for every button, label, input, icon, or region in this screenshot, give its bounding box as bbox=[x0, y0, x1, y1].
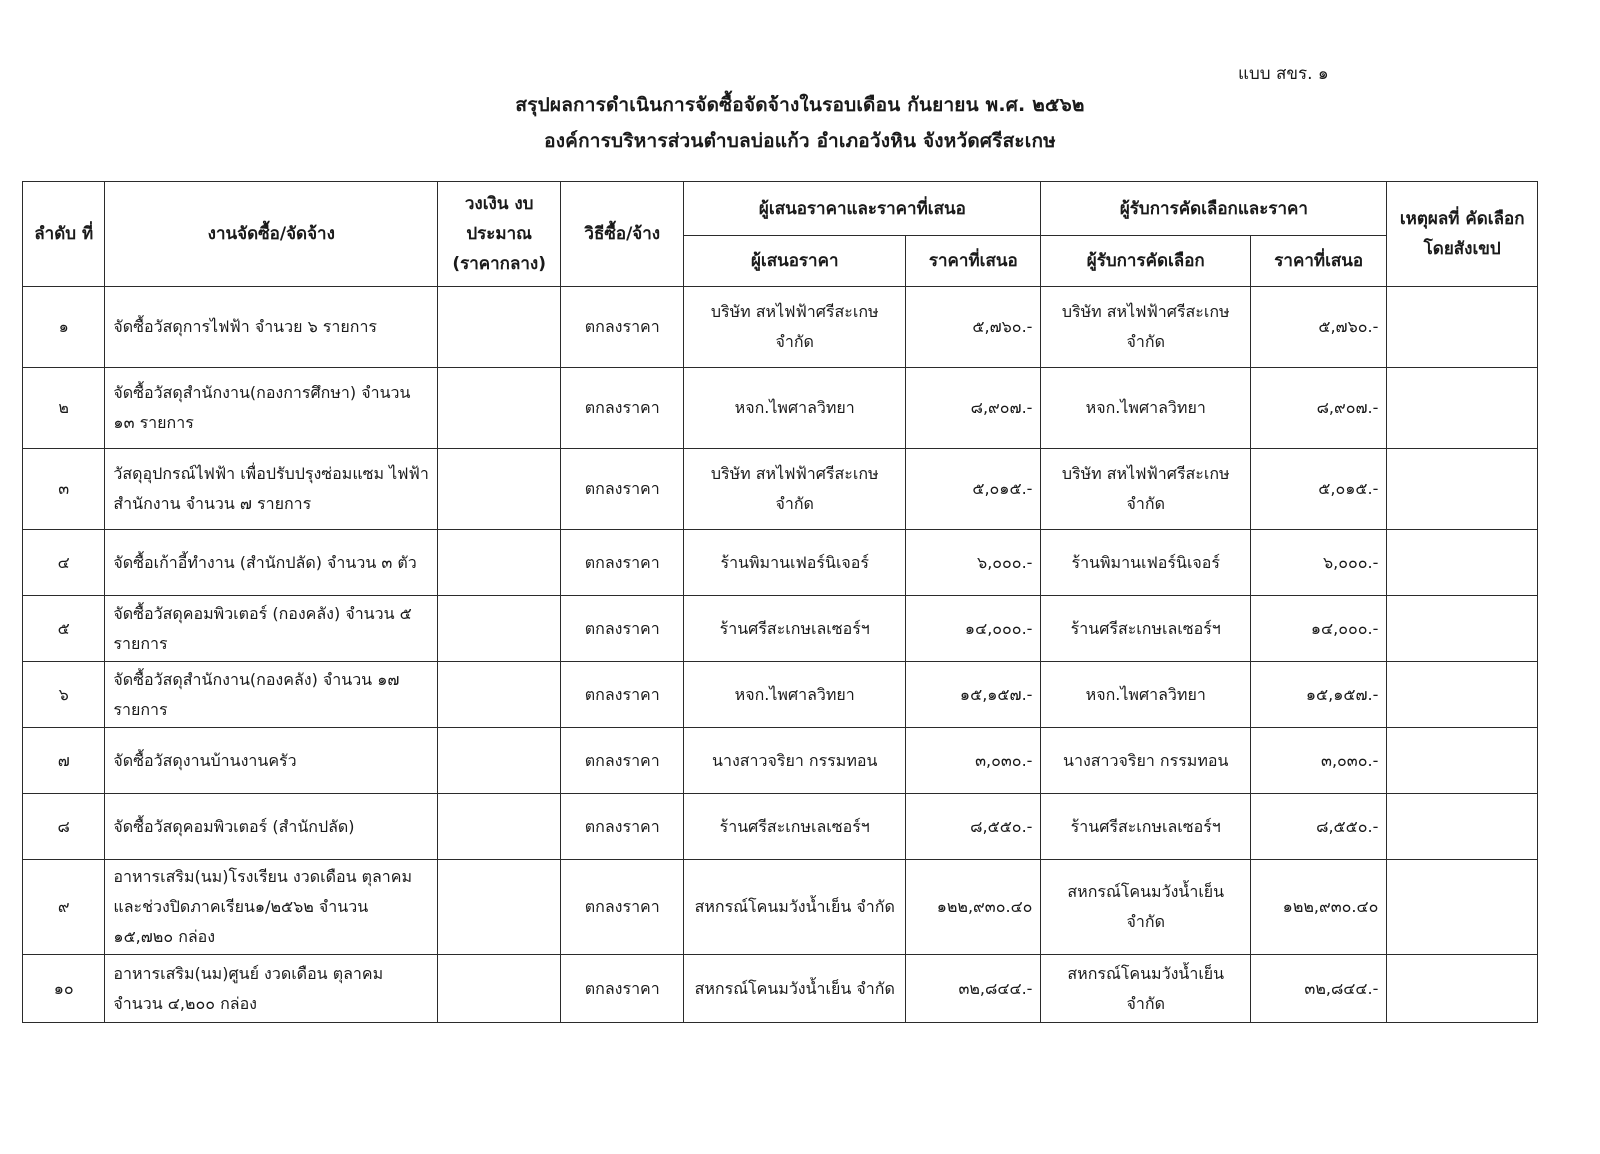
table-row bbox=[23, 860, 1538, 955]
row-budget bbox=[438, 530, 561, 596]
row-no: ๙ bbox=[23, 860, 105, 955]
row-budget bbox=[438, 860, 561, 955]
row-bid-price: ๖,๐๐๐.- bbox=[906, 530, 1041, 596]
row-bidder: หจก.ไพศาลวิทยา bbox=[684, 368, 906, 449]
row-method: ตกลงราคา bbox=[561, 728, 684, 794]
row-no: ๔ bbox=[23, 530, 105, 596]
organization-subtitle: องค์การบริหารส่วนตำบลบ่อแก้ว อำเภอวังหิน จังหวัดศรีสะเกษ bbox=[544, 130, 1056, 152]
row-budget bbox=[438, 794, 561, 860]
row-selected-price: ๕,๐๑๕.- bbox=[1251, 449, 1387, 530]
row-bidder: ร้านพิมานเฟอร์นิเจอร์ bbox=[684, 530, 906, 596]
form-code: แบบ สขร. ๑ bbox=[1238, 64, 1329, 84]
row-bidder: หจก.ไพศาลวิทยา bbox=[684, 662, 906, 728]
row-reason bbox=[1387, 530, 1538, 596]
row-reason bbox=[1387, 287, 1538, 368]
row-no: ๗ bbox=[23, 728, 105, 794]
row-task: จัดซื้อวัสดุคอมพิวเตอร์ (กองคลัง) จำนวน ๕ รายการ bbox=[105, 596, 438, 662]
row-bid-price: ๕,๐๑๕.- bbox=[906, 449, 1041, 530]
row-no: ๕ bbox=[23, 596, 105, 662]
row-method: ตกลงราคา bbox=[561, 955, 684, 1023]
row-selected-price: ๑๕,๑๕๗.- bbox=[1251, 662, 1387, 728]
table-row bbox=[23, 368, 1538, 449]
row-budget bbox=[438, 449, 561, 530]
header-budget: วงเงิน งบประมาณ (ราคากลาง) bbox=[438, 182, 561, 287]
row-bid-price: ๓,๐๓๐.- bbox=[906, 728, 1041, 794]
header-bid-price: ราคาที่เสนอ bbox=[906, 236, 1041, 287]
header-reason: เหตุผลที่ คัดเลือก โดยสังเขป bbox=[1387, 182, 1538, 287]
row-bid-price: ๘,๕๕๐.- bbox=[906, 794, 1041, 860]
row-selected: นางสาวจริยา กรรมทอน bbox=[1041, 728, 1251, 794]
row-bidder: ร้านศรีสะเกษเลเซอร์ฯ bbox=[684, 794, 906, 860]
row-selected-price: ๑๔,๐๐๐.- bbox=[1251, 596, 1387, 662]
row-selected-price: ๕,๗๖๐.- bbox=[1251, 287, 1387, 368]
row-bidder: ร้านศรีสะเกษเลเซอร์ฯ bbox=[684, 596, 906, 662]
table-header bbox=[23, 182, 1538, 287]
row-selected: ร้านศรีสะเกษเลเซอร์ฯ bbox=[1041, 596, 1251, 662]
row-budget bbox=[438, 596, 561, 662]
row-task: วัสดุอุปกรณ์ไฟฟ้า เพื่อปรับปรุงซ่อมแซม ไฟฟ้าสำนักงาน จำนวน ๗ รายการ bbox=[105, 449, 438, 530]
row-task: จัดซื้อเก้าอี้ทำงาน (สำนักปลัด) จำนวน ๓ ตัว bbox=[105, 530, 438, 596]
header-method: วิธีซื้อ/จ้าง bbox=[561, 182, 684, 287]
header-task: งานจัดซื้อ/จัดจ้าง bbox=[105, 182, 438, 287]
row-method: ตกลงราคา bbox=[561, 596, 684, 662]
row-budget bbox=[438, 728, 561, 794]
row-bid-price: ๑๒๒,๙๓๐.๔๐ bbox=[906, 860, 1041, 955]
header-selected-group: ผู้รับการคัดเลือกและราคา bbox=[1041, 182, 1387, 236]
row-method: ตกลงราคา bbox=[561, 530, 684, 596]
row-reason bbox=[1387, 728, 1538, 794]
row-no: ๖ bbox=[23, 662, 105, 728]
row-selected-price: ๘,๙๐๗.- bbox=[1251, 368, 1387, 449]
row-no: ๓ bbox=[23, 449, 105, 530]
table-row bbox=[23, 662, 1538, 728]
row-reason bbox=[1387, 368, 1538, 449]
row-selected: หจก.ไพศาลวิทยา bbox=[1041, 368, 1251, 449]
row-selected: สหกรณ์โคนมวังน้ำเย็น จำกัด bbox=[1041, 955, 1251, 1023]
row-reason bbox=[1387, 794, 1538, 860]
row-selected: ร้านศรีสะเกษเลเซอร์ฯ bbox=[1041, 794, 1251, 860]
row-reason bbox=[1387, 596, 1538, 662]
row-budget bbox=[438, 287, 561, 368]
table-body bbox=[23, 287, 1538, 1023]
row-bid-price: ๓๒,๘๔๔.- bbox=[906, 955, 1041, 1023]
row-task: อาหารเสริม(นม)ศูนย์ งวดเดือน ตุลาคม จำนวน ๔,๒๐๐ กล่อง bbox=[105, 955, 438, 1023]
row-reason bbox=[1387, 662, 1538, 728]
row-bid-price: ๑๔,๐๐๐.- bbox=[906, 596, 1041, 662]
row-bidder: สหกรณ์โคนมวังน้ำเย็น จำกัด bbox=[684, 860, 906, 955]
row-bidder: บริษัท สหไฟฟ้าศรีสะเกษ จำกัด bbox=[684, 287, 906, 368]
row-selected-price: ๑๒๒,๙๓๐.๔๐ bbox=[1251, 860, 1387, 955]
row-no: ๑ bbox=[23, 287, 105, 368]
row-bidder: นางสาวจริยา กรรมทอน bbox=[684, 728, 906, 794]
row-reason bbox=[1387, 860, 1538, 955]
table-row bbox=[23, 449, 1538, 530]
table-row bbox=[23, 596, 1538, 662]
row-task: จัดซื้อวัสดุสำนักงาน(กองการศึกษา) จำนวน ๑๓ รายการ bbox=[105, 368, 438, 449]
row-bidder: บริษัท สหไฟฟ้าศรีสะเกษ จำกัด bbox=[684, 449, 906, 530]
header-selected: ผู้รับการคัดเลือก bbox=[1041, 236, 1251, 287]
row-task: อาหารเสริม(นม)โรงเรียน งวดเดือน ตุลาคม และช่วงปิดภาคเรียน๑/๒๕๖๒ จำนวน ๑๕,๗๒๐ กล่อง bbox=[105, 860, 438, 955]
row-method: ตกลงราคา bbox=[561, 794, 684, 860]
row-method: ตกลงราคา bbox=[561, 287, 684, 368]
row-bid-price: ๘,๙๐๗.- bbox=[906, 368, 1041, 449]
row-task: จัดซื้อวัสดุการไฟฟ้า จำนวย ๖ รายการ bbox=[105, 287, 438, 368]
row-selected-price: ๘,๕๕๐.- bbox=[1251, 794, 1387, 860]
row-selected-price: ๓๒,๘๔๔.- bbox=[1251, 955, 1387, 1023]
table-row bbox=[23, 955, 1538, 1023]
header-no: ลำดับ ที่ bbox=[23, 182, 105, 287]
row-method: ตกลงราคา bbox=[561, 662, 684, 728]
row-task: จัดซื้อวัสดุคอมพิวเตอร์ (สำนักปลัด) bbox=[105, 794, 438, 860]
table-row bbox=[23, 287, 1538, 368]
header-selected-price: ราคาที่เสนอ bbox=[1251, 236, 1387, 287]
row-selected: สหกรณ์โคนมวังน้ำเย็น จำกัด bbox=[1041, 860, 1251, 955]
table-row bbox=[23, 728, 1538, 794]
row-bidder: สหกรณ์โคนมวังน้ำเย็น จำกัด bbox=[684, 955, 906, 1023]
row-method: ตกลงราคา bbox=[561, 860, 684, 955]
row-task: จัดซื้อวัสดุงานบ้านงานครัว bbox=[105, 728, 438, 794]
row-selected: ร้านพิมานเฟอร์นิเจอร์ bbox=[1041, 530, 1251, 596]
table-row bbox=[23, 530, 1538, 596]
procurement-table bbox=[22, 181, 1538, 1023]
row-no: ๒ bbox=[23, 368, 105, 449]
row-bid-price: ๑๕,๑๕๗.- bbox=[906, 662, 1041, 728]
row-selected-price: ๖,๐๐๐.- bbox=[1251, 530, 1387, 596]
row-bid-price: ๕,๗๖๐.- bbox=[906, 287, 1041, 368]
row-selected: บริษัท สหไฟฟ้าศรีสะเกษ จำกัด bbox=[1041, 287, 1251, 368]
row-budget bbox=[438, 368, 561, 449]
row-selected-price: ๓,๐๓๐.- bbox=[1251, 728, 1387, 794]
row-method: ตกลงราคา bbox=[561, 368, 684, 449]
row-budget bbox=[438, 662, 561, 728]
header-bidders-group: ผู้เสนอราคาและราคาที่เสนอ bbox=[684, 182, 1041, 236]
row-reason bbox=[1387, 449, 1538, 530]
row-selected: หจก.ไพศาลวิทยา bbox=[1041, 662, 1251, 728]
row-no: ๑๐ bbox=[23, 955, 105, 1023]
table-row bbox=[23, 794, 1538, 860]
row-budget bbox=[438, 955, 561, 1023]
document-title: สรุปผลการดำเนินการจัดซื้อจัดจ้างในรอบเดือน กันยายน พ.ศ. ๒๕๖๒ bbox=[515, 94, 1085, 116]
header-bidder: ผู้เสนอราคา bbox=[684, 236, 906, 287]
row-no: ๘ bbox=[23, 794, 105, 860]
row-method: ตกลงราคา bbox=[561, 449, 684, 530]
row-selected: บริษัท สหไฟฟ้าศรีสะเกษ จำกัด bbox=[1041, 449, 1251, 530]
row-task: จัดซื้อวัสดุสำนักงาน(กองคลัง) จำนวน ๑๗ รายการ bbox=[105, 662, 438, 728]
row-reason bbox=[1387, 955, 1538, 1023]
